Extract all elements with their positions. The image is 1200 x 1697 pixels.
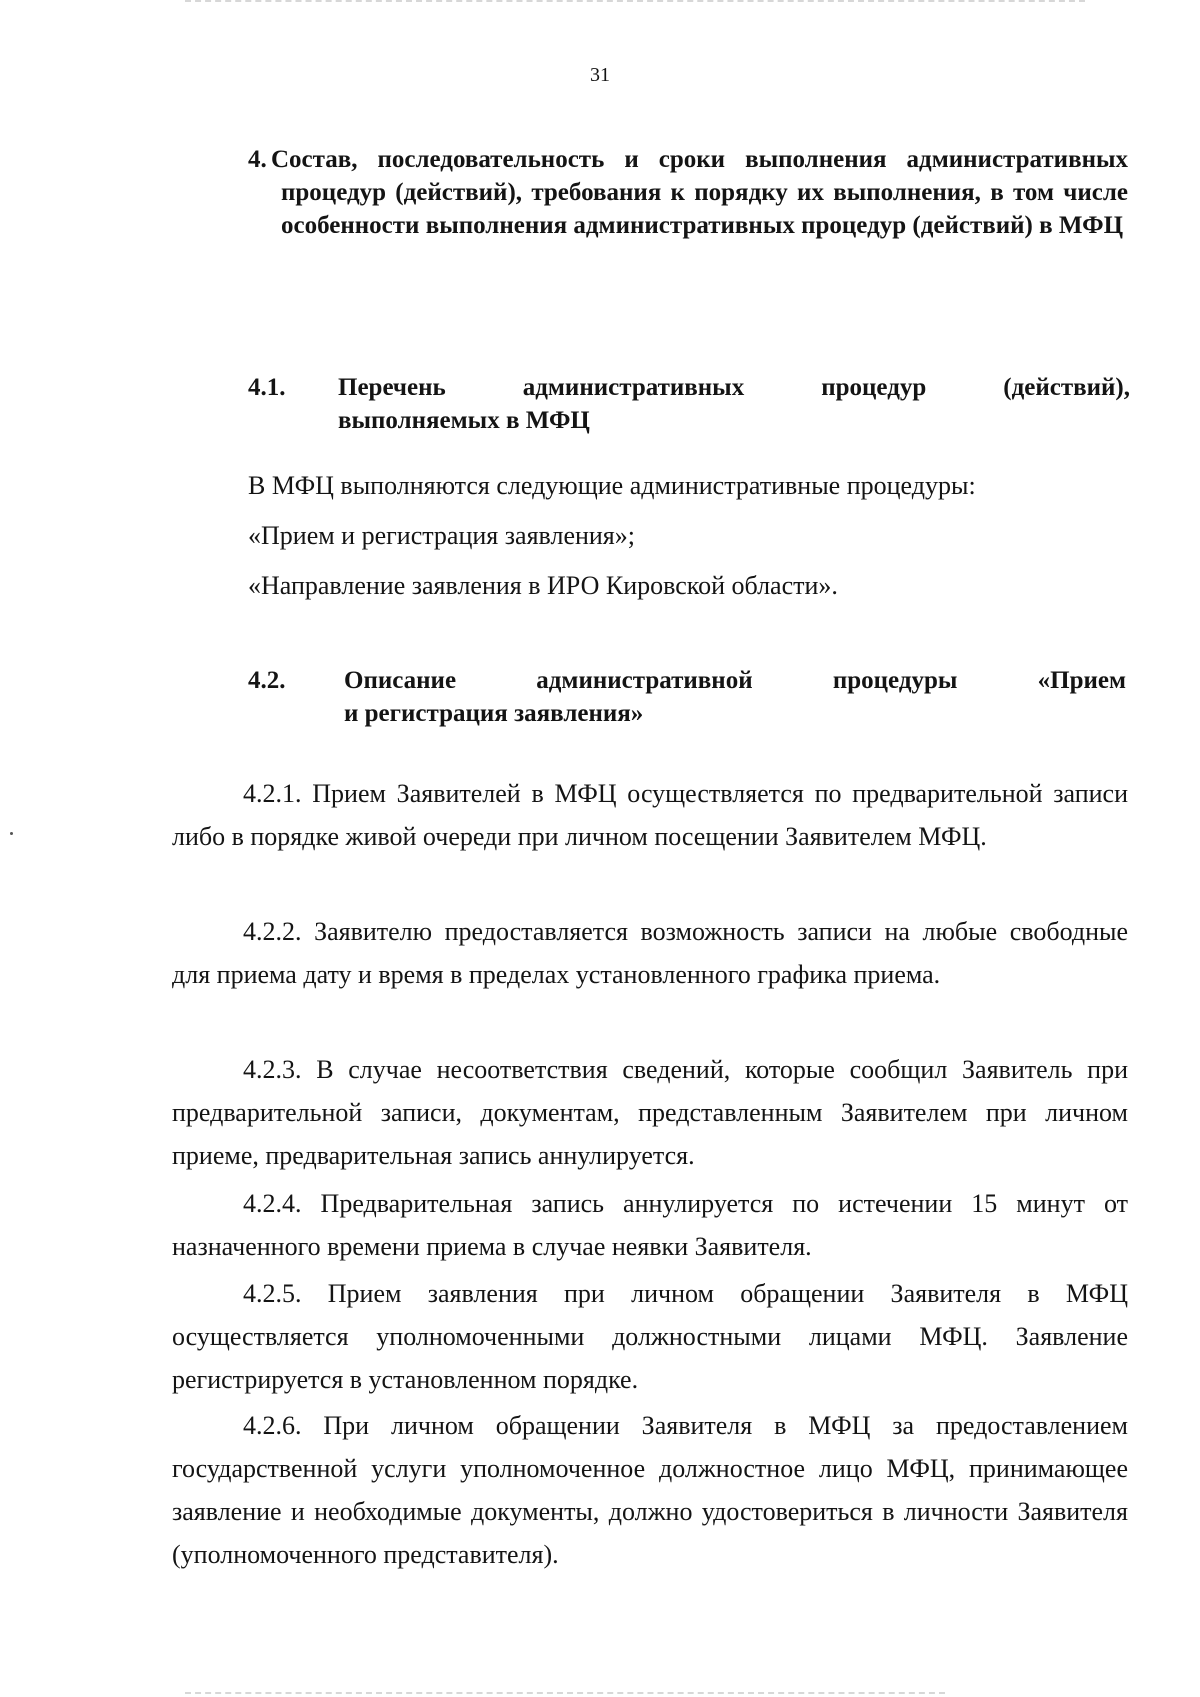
section-4-1-title-line-2: выполняемых в МФЦ xyxy=(338,407,590,434)
paragraph-number: 4.2.1. xyxy=(243,779,302,808)
paragraph-4-2-5 xyxy=(172,1272,1128,1401)
section-4-1-heading xyxy=(248,371,1130,437)
page-number: 31 xyxy=(590,64,610,86)
section-4-1-intro: В МФЦ выполняются следующие административные процедуры: xyxy=(248,471,976,500)
paragraph-4-2-3 xyxy=(172,1048,1128,1177)
section-4-1-number: 4.1. xyxy=(248,374,286,401)
section-4-1-title-line-1: Перечень административных процедур (действий), xyxy=(338,374,1130,401)
scan-edge-top xyxy=(185,0,1085,2)
section-4-heading xyxy=(248,143,1128,242)
paragraph-text: Заявителю предоставляется возможность записи на любые свободные для приема дату и время в пределах установленного графика приема. xyxy=(172,917,1128,989)
procedure-item: «Направление заявления в ИРО Кировской области». xyxy=(248,571,838,600)
paragraph-text: В случае несоответствия сведений, которые сообщил Заявитель при предварительной записи, документам, представленным Заявителем при личном приеме, предварительная запись аннулируется. xyxy=(172,1055,1128,1170)
section-4-number: 4. xyxy=(248,146,267,173)
procedure-item: «Прием и регистрация заявления»; xyxy=(248,521,635,550)
section-4-2-heading xyxy=(248,664,1126,730)
scan-speck xyxy=(10,832,13,835)
section-4-2-title-line-1: Описание административной процедуры «Прием xyxy=(344,667,1126,694)
paragraph-4-2-2 xyxy=(172,910,1128,996)
paragraph-text: При личном обращении Заявителя в МФЦ за предоставлением государственной услуги уполномоченное должностное лицо МФЦ, принимающее заявление и необходимые документы, должно удостовериться в личности Заявителя (уполномоченного представителя). xyxy=(172,1411,1128,1569)
paragraph-number: 4.2.5. xyxy=(243,1279,302,1308)
paragraph-text: Прием заявления при личном обращении Заявителя в МФЦ осуществляется уполномоченными должностными лицами МФЦ. Заявление регистрируется в установленном порядке. xyxy=(172,1279,1128,1394)
paragraph-text: Прием Заявителей в МФЦ осуществляется по предварительной записи либо в порядке живой очереди при личном посещении Заявителем МФЦ. xyxy=(172,779,1129,851)
section-4-2-number: 4.2. xyxy=(248,667,286,694)
paragraph-4-2-1 xyxy=(172,772,1128,858)
paragraph-4-2-4 xyxy=(172,1182,1128,1268)
paragraph-number: 4.2.3. xyxy=(243,1055,302,1084)
scan-edge-bottom xyxy=(185,1692,945,1694)
section-4-title: Состав, последовательность и сроки выполнения административных процедур (действий), требования к порядку их выполнения, в том числе особенности выполнения административных процедур (действий) в МФЦ xyxy=(271,146,1128,239)
paragraph-text: Предварительная запись аннулируется по истечении 15 минут от назначенного времени приема в случае неявки Заявителя. xyxy=(172,1189,1129,1261)
paragraph-number: 4.2.2. xyxy=(243,917,302,946)
paragraph-4-2-6 xyxy=(172,1404,1128,1576)
paragraph-number: 4.2.4. xyxy=(243,1189,302,1218)
paragraph-number: 4.2.6. xyxy=(243,1411,302,1440)
section-4-2-title-line-2: и регистрация заявления» xyxy=(344,700,644,727)
